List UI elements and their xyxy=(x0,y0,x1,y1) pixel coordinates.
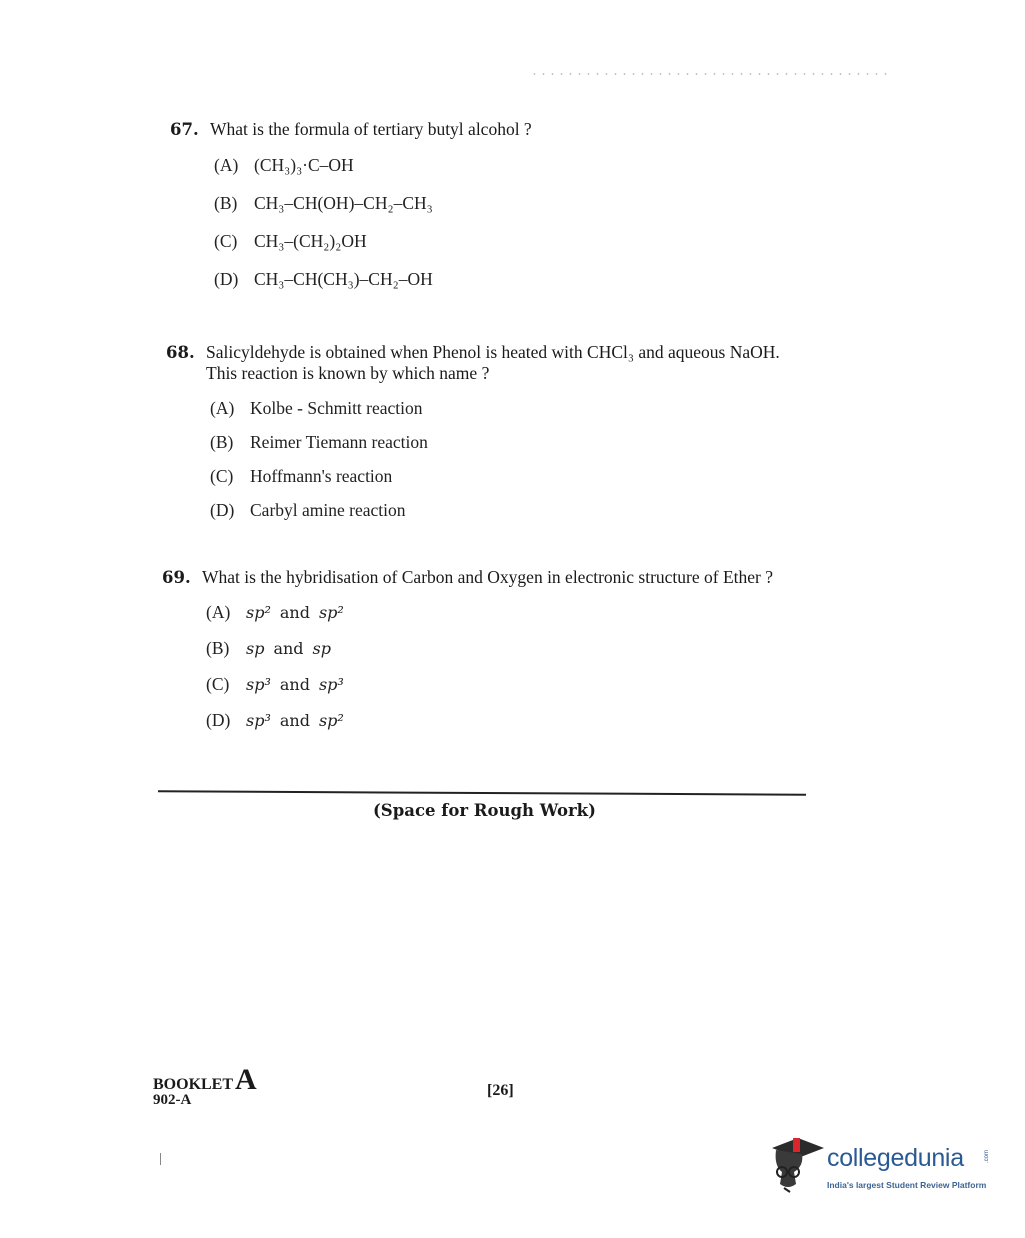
question-68 xyxy=(166,342,806,534)
booklet-word: BOOKLET xyxy=(153,1076,234,1093)
option-c xyxy=(210,466,806,500)
option-letter: (D) xyxy=(214,269,239,289)
option-letter: (B) xyxy=(206,638,230,658)
option-letter: (C) xyxy=(210,466,234,486)
scan-mark xyxy=(160,1153,161,1165)
option-value: Reimer Tiemann reaction xyxy=(250,432,428,452)
hybrid-oxygen: sp² xyxy=(318,711,344,730)
question-number: 67. xyxy=(170,120,199,139)
question-69 xyxy=(162,567,802,746)
option-b xyxy=(210,432,806,466)
option-value: CH₃–CH(CH₃)–CH₂–OH xyxy=(254,269,433,289)
hybrid-oxygen: sp xyxy=(312,639,331,658)
page-number: [26] xyxy=(487,1082,514,1099)
hybrid-carbon: sp xyxy=(246,639,265,658)
option-value xyxy=(246,711,344,730)
option-d xyxy=(214,269,810,307)
option-value xyxy=(246,639,331,658)
option-b xyxy=(214,193,810,231)
option-letter: (A) xyxy=(214,155,239,175)
logo-tagline: India's largest Student Review Platform xyxy=(827,1180,987,1190)
option-c xyxy=(206,674,802,710)
question-text: What is the hybridisation of Carbon and Oxygen in electronic structure of Ether ? xyxy=(202,567,774,587)
option-value: (CH₃)₃·C–OH xyxy=(254,155,354,175)
options-list xyxy=(206,602,802,746)
option-value: Carbyl amine reaction xyxy=(250,500,406,520)
scan-noise xyxy=(530,68,890,80)
hybrid-carbon: sp² xyxy=(246,603,271,622)
option-letter: (C) xyxy=(206,674,230,694)
option-value: CH₃–CH(OH)–CH₂–CH₃ xyxy=(254,193,433,213)
hybrid-carbon: sp³ xyxy=(246,675,271,694)
option-letter: (D) xyxy=(210,500,235,520)
logo-domain: .com xyxy=(984,1150,990,1164)
option-letter: (B) xyxy=(214,193,238,213)
hybrid-carbon: sp³ xyxy=(246,711,271,730)
option-value xyxy=(246,675,344,694)
booklet-letter: A xyxy=(235,1063,257,1096)
option-joiner: and xyxy=(273,639,304,658)
question-text: What is the formula of tertiary butyl alcohol ? xyxy=(210,119,532,139)
option-a xyxy=(210,398,806,432)
option-joiner: and xyxy=(279,603,310,622)
divider-line xyxy=(158,790,806,795)
booklet-id xyxy=(153,1063,257,1109)
option-a xyxy=(214,155,810,193)
rough-work-label: (Space for Rough Work) xyxy=(373,801,596,820)
option-letter: (C) xyxy=(214,231,238,251)
option-d xyxy=(206,710,802,746)
option-letter: (D) xyxy=(206,710,231,730)
option-b xyxy=(206,638,802,674)
hybrid-oxygen: sp² xyxy=(318,603,344,622)
question-67 xyxy=(170,119,810,307)
booklet-code: 902-A xyxy=(153,1092,192,1108)
hybrid-oxygen: sp³ xyxy=(318,675,344,694)
question-number: 69. xyxy=(162,568,191,587)
option-value: Hoffmann's reaction xyxy=(250,466,393,486)
option-letter: (B) xyxy=(210,432,234,452)
option-value xyxy=(246,603,344,622)
option-letter: (A) xyxy=(206,602,231,622)
question-text: Salicyldehyde is obtained when Phenol is heated with CHCl₃ and aqueous NaOH. This reaction is known by which name ? xyxy=(206,342,780,383)
option-joiner: and xyxy=(279,711,310,730)
option-c xyxy=(214,231,810,269)
logo-wordmark: collegedunia xyxy=(827,1144,964,1172)
options-list xyxy=(214,155,810,307)
option-a xyxy=(206,602,802,638)
question-number: 68. xyxy=(166,343,195,362)
option-value: Kolbe - Schmitt reaction xyxy=(250,398,423,418)
collegedunia-logo xyxy=(766,1130,1006,1200)
graduate-mascot-icon xyxy=(766,1132,824,1194)
option-value: CH₃–(CH₂)₂OH xyxy=(254,231,367,251)
options-list xyxy=(210,398,806,534)
option-letter: (A) xyxy=(210,398,235,418)
option-d xyxy=(210,500,806,534)
option-joiner: and xyxy=(279,675,310,694)
